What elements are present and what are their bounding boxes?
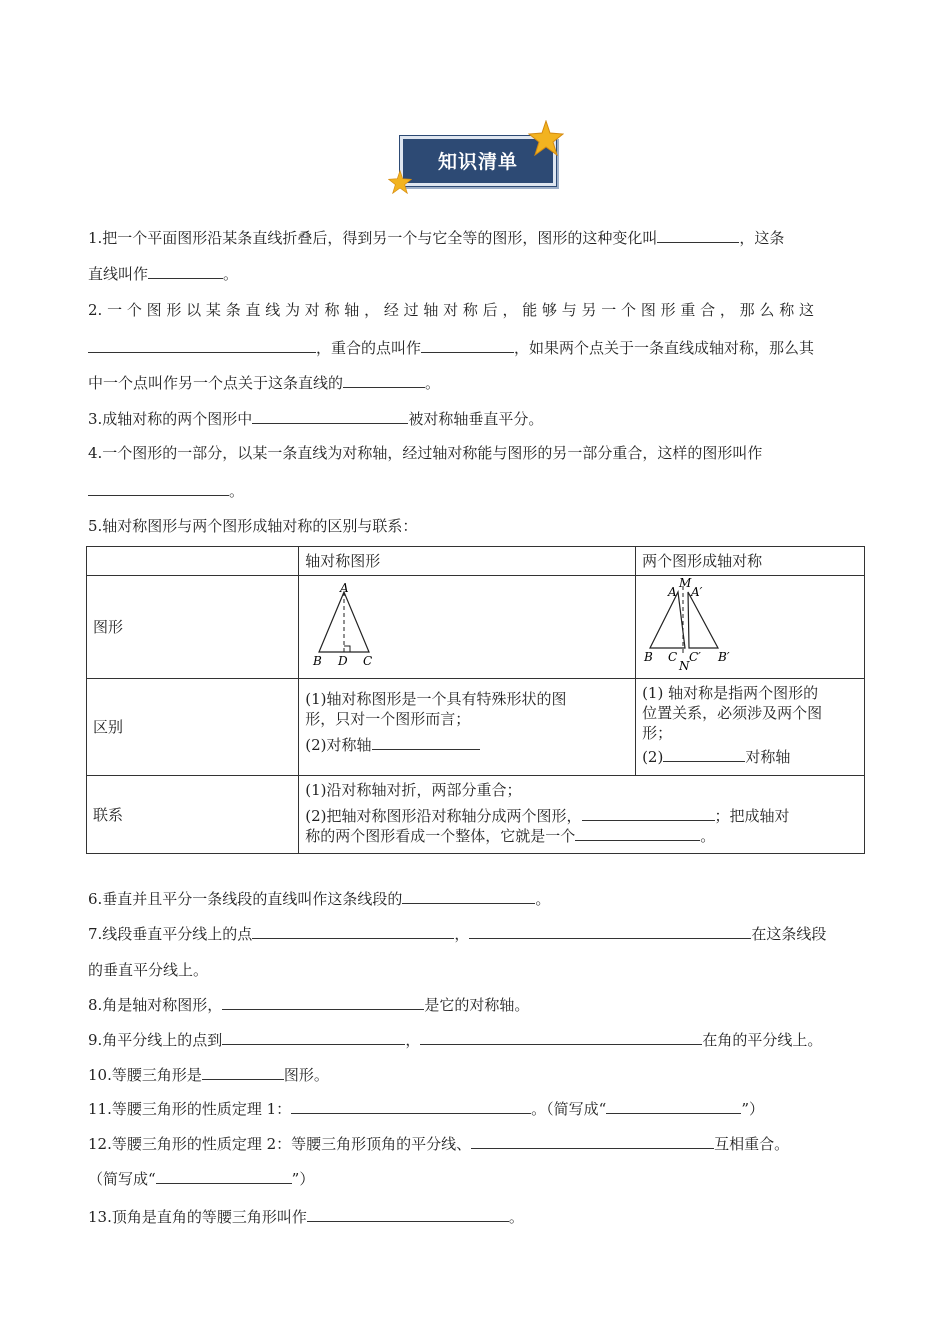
difference-cell-right (636, 679, 865, 776)
item-12-text: 12.等腰三角形的性质定理 2：等腰三角形顶角的平分线、 (88, 1135, 472, 1153)
item-12-text: ”） (291, 1170, 315, 1188)
item-6-text: 6.垂直并且平分一条线段的直线叫作这条线段的 (88, 890, 403, 908)
row-label: 联系 (93, 805, 124, 824)
cell-text: (2)对称轴 (305, 736, 372, 754)
item-3 (88, 408, 543, 430)
answer-blank[interactable] (156, 1169, 292, 1184)
item-7 (88, 923, 826, 945)
point-label: B (644, 650, 653, 664)
item-9-text: ， (405, 1031, 421, 1049)
answer-blank[interactable] (372, 735, 480, 750)
row-label: 区别 (93, 718, 124, 736)
cell-text: 。 (700, 827, 716, 845)
item-7-text: 在这条线段 (751, 925, 827, 943)
cell-text: 位置关系，必须涉及两个图 (642, 704, 823, 722)
row-label-cell (87, 576, 299, 679)
row-label-cell (87, 776, 299, 854)
answer-blank[interactable] (421, 338, 514, 353)
answer-blank[interactable] (222, 1030, 405, 1045)
cell-text: (1)轴对称图形是一个具有特殊形状的图 (305, 690, 567, 708)
answer-blank[interactable] (252, 924, 454, 939)
point-label: M (679, 576, 692, 590)
item-4-cont (88, 480, 244, 502)
row-label: 图形 (93, 618, 124, 636)
answer-blank[interactable] (420, 1030, 702, 1045)
item-1-text: ，这条 (739, 229, 785, 247)
cell-text: (2) (642, 748, 664, 766)
cell-text: ；把成轴对 (714, 807, 790, 825)
item-6-text: 。 (535, 890, 551, 908)
point-label: N (679, 659, 690, 673)
answer-blank[interactable] (471, 1134, 714, 1149)
cell-text: (1)沿对称轴对折，两部分重合； (305, 781, 522, 799)
cell-text: 对称轴 (745, 748, 791, 766)
point-label: C (363, 654, 373, 668)
answer-blank[interactable] (575, 826, 700, 841)
banner-title: 知识清单 (437, 151, 518, 173)
star-icon (528, 120, 564, 156)
item-2-text: 中一个点叫作另一个点关于这条直线的 (88, 374, 344, 392)
cell-text: (2)把轴对称图形沿对称轴分成两个图形， (305, 807, 582, 825)
answer-blank[interactable] (657, 228, 739, 243)
item-13-text: 13.顶角是直角的等腰三角形叫作 (88, 1208, 307, 1226)
item-2 (88, 299, 814, 321)
symmetric-triangle-figure (305, 580, 425, 672)
item-3-text: 被对称轴垂直平分。 (408, 410, 544, 428)
item-9 (88, 1029, 822, 1051)
answer-blank[interactable] (582, 806, 715, 821)
answer-blank[interactable] (343, 373, 425, 388)
item-11-text: 。（简写成“ (531, 1100, 607, 1118)
point-label: A (340, 581, 349, 595)
figure-cell (299, 576, 636, 679)
point-label: A (668, 585, 677, 599)
axial-symmetry-figure (642, 576, 772, 674)
point-label: B (313, 654, 323, 668)
item-12-text: 互相重合。 (714, 1135, 790, 1153)
answer-blank[interactable] (252, 409, 408, 424)
item-4-text: 。 (229, 482, 245, 500)
answer-blank[interactable] (222, 995, 424, 1010)
table-header-cell: 两个图形成轴对称 (636, 547, 865, 576)
answer-blank[interactable] (402, 889, 535, 904)
item-2-text: ，重合的点叫作 (316, 339, 422, 357)
table-header-cell (87, 547, 299, 576)
item-8 (88, 994, 529, 1016)
item-1-text: 。 (223, 265, 239, 283)
answer-blank[interactable] (663, 747, 745, 762)
item-3-text: 3.成轴对称的两个图形中 (88, 410, 253, 428)
item-10-text: 图形。 (283, 1066, 329, 1084)
answer-blank[interactable] (291, 1099, 531, 1114)
answer-blank[interactable] (307, 1207, 509, 1222)
table-row-difference (87, 679, 865, 776)
table-row-relation (87, 776, 865, 854)
cell-text: 形，只对一个图形而言； (305, 710, 471, 728)
item-13 (88, 1206, 524, 1228)
figure-cell (636, 576, 865, 679)
item-2-cont (88, 337, 814, 359)
difference-cell-left (299, 679, 636, 776)
item-1-text: 直线叫作 (88, 265, 149, 283)
answer-blank[interactable] (202, 1065, 284, 1080)
cell-text: 形； (642, 724, 673, 742)
item-12 (88, 1133, 789, 1155)
item-1 (88, 227, 784, 249)
item-4 (88, 442, 762, 464)
item-7-text: 7.线段垂直平分线上的点 (88, 925, 253, 943)
answer-blank[interactable] (148, 264, 223, 279)
item-5-text: 5.轴对称图形与两个图形成轴对称的区别与联系： (88, 517, 418, 535)
item-12-cont (88, 1168, 314, 1190)
item-10 (88, 1064, 329, 1086)
item-5 (88, 515, 417, 537)
answer-blank[interactable] (469, 924, 751, 939)
point-label: C (668, 650, 678, 664)
item-2-text: 。 (425, 374, 441, 392)
item-1-text: 1.把一个平面图形沿某条直线折叠后，得到另一个与它全等的图形，图形的这种变化叫 (88, 229, 658, 247)
item-4-text: 4.一个图形的一部分，以某一条直线为对称轴，经过轴对称能与图形的另一部分重合，这样的图形叫作 (88, 444, 763, 462)
item-7-text: ， (454, 925, 470, 943)
table-row-figure (87, 576, 865, 679)
table-header-cell: 轴对称图形 (299, 547, 636, 576)
item-2-text: 2. 一 个 图 形 以 某 条 直 线 为 对 称 轴 ， 经 过 轴 对 称 后 ， 能 够 与 另 一 个 图 形 重 合 ， 那 么 称 这 (88, 301, 814, 319)
item-11-text: 11.等腰三角形的性质定理 1： (88, 1100, 292, 1118)
cell-text: (1) 轴对称是指两个图形的 (642, 684, 819, 702)
item-9-text: 9.角平分线上的点到 (88, 1031, 223, 1049)
item-8-text: 8.角是轴对称图形， (88, 996, 223, 1014)
comparison-table (86, 546, 865, 854)
item-7-cont (88, 959, 208, 981)
star-icon (388, 170, 412, 194)
item-12-text: （简写成“ (88, 1170, 156, 1188)
item-8-text: 是它的对称轴。 (424, 996, 530, 1014)
cell-text: 称的两个图形看成一个整体，它就是一个 (305, 827, 576, 845)
item-10-text: 10.等腰三角形是 (88, 1066, 202, 1084)
point-label: D (338, 654, 348, 668)
item-11-text: ”） (741, 1100, 765, 1118)
section-banner (388, 120, 568, 192)
row-label-cell (87, 679, 299, 776)
item-9-text: 在角的平分线上。 (702, 1031, 823, 1049)
item-13-text: 。 (508, 1208, 524, 1226)
item-7-text: 的垂直平分线上。 (88, 961, 209, 979)
item-6 (88, 888, 550, 910)
answer-blank[interactable] (88, 338, 316, 353)
table-header-row (87, 547, 865, 576)
point-label: C′ (689, 650, 701, 664)
item-11 (88, 1098, 764, 1120)
point-label: A′ (691, 585, 703, 599)
item-2-cont2 (88, 372, 440, 394)
answer-blank[interactable] (88, 481, 229, 496)
point-label: B′ (718, 650, 730, 664)
item-1-cont (88, 263, 238, 285)
relation-cell (299, 776, 865, 854)
answer-blank[interactable] (606, 1099, 741, 1114)
item-2-text: ，如果两个点关于一条直线成轴对称，那么其 (514, 339, 815, 357)
